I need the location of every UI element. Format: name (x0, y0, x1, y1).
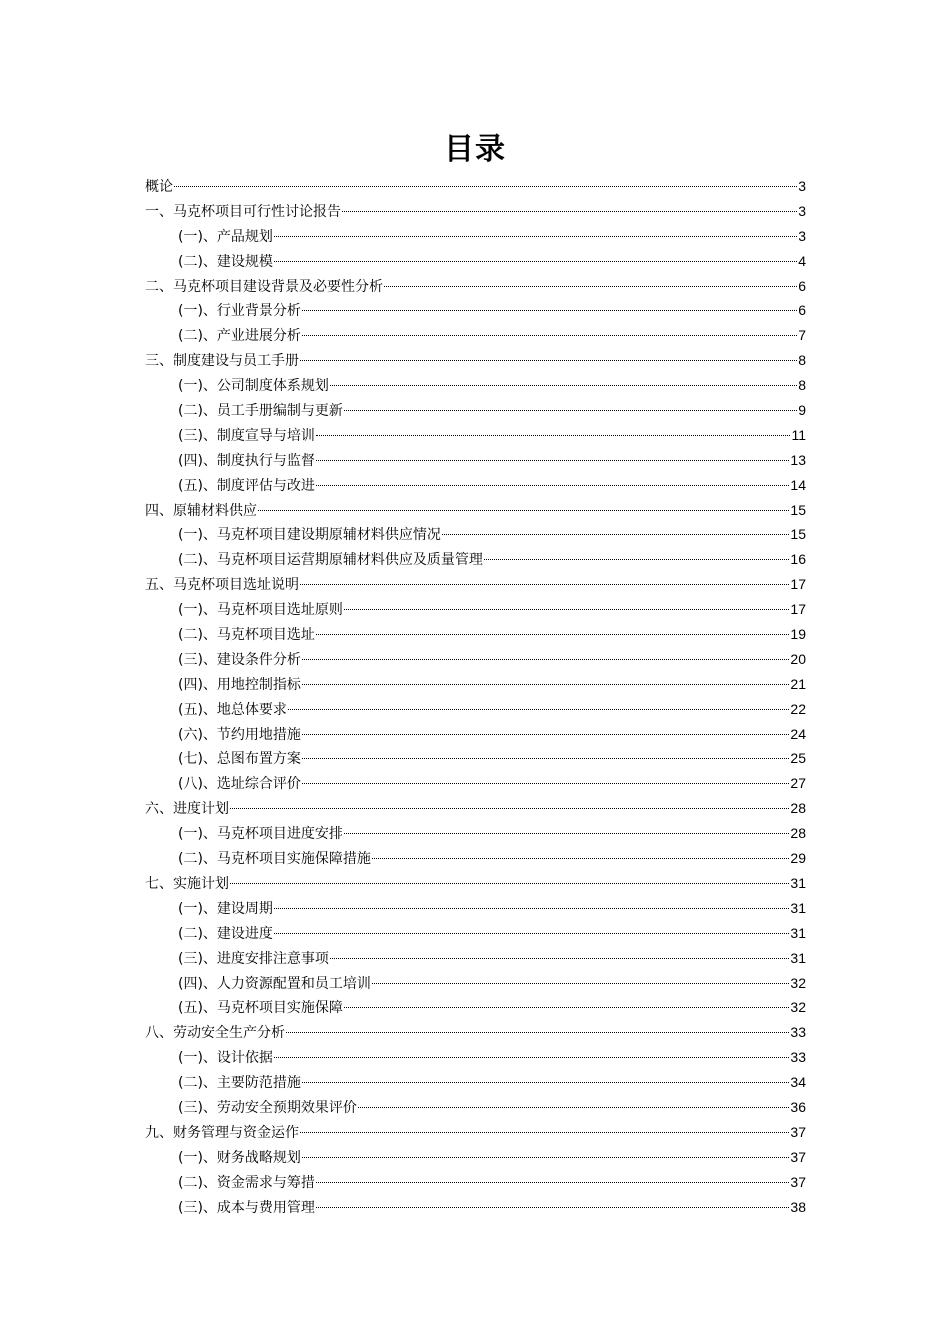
toc-entry-label: (五)、地总体要求 (178, 701, 287, 718)
toc-section-entry[interactable] (145, 672, 806, 697)
toc-dot-leader (274, 933, 789, 934)
toc-entry-page-number: 16 (790, 551, 806, 568)
toc-chapter-entry[interactable] (145, 871, 806, 896)
toc-section-entry[interactable] (145, 597, 806, 622)
toc-section-entry[interactable] (145, 1095, 806, 1120)
toc-dot-leader (300, 584, 789, 585)
toc-dot-leader (274, 1057, 789, 1058)
toc-entry-page-number: 17 (790, 576, 806, 593)
toc-entry-page-number: 34 (790, 1074, 806, 1091)
toc-section-entry[interactable] (145, 771, 806, 796)
toc-entry-label: (一)、建设周期 (178, 900, 273, 917)
toc-chapter-entry[interactable] (145, 572, 806, 597)
toc-chapter-entry[interactable] (145, 1020, 806, 1045)
toc-chapter-entry[interactable] (145, 199, 806, 224)
toc-section-entry[interactable] (145, 622, 806, 647)
toc-entry-label: (一)、产品规划 (178, 228, 273, 245)
toc-entry-page-number: 24 (790, 725, 806, 742)
toc-entry-label: 一、马克杯项目可行性讨论报告 (145, 203, 341, 220)
toc-entry-page-number: 20 (790, 650, 806, 667)
toc-entry-page-number: 15 (790, 526, 806, 543)
toc-entry-page-number: 36 (790, 1098, 806, 1115)
toc-dot-leader (316, 485, 789, 486)
toc-entry-page-number: 3 (798, 202, 806, 219)
toc-section-entry[interactable] (145, 1070, 806, 1095)
toc-entry-label: 五、马克杯项目选址说明 (145, 577, 299, 594)
toc-section-entry[interactable] (145, 921, 806, 946)
toc-entry-page-number: 21 (790, 675, 806, 692)
toc-entry-label: (二)、马克杯项目实施保障措施 (178, 851, 371, 868)
toc-entry-page-number: 3 (798, 227, 806, 244)
toc-section-entry[interactable] (145, 373, 806, 398)
toc-entry-page-number: 8 (798, 352, 806, 369)
toc-dot-leader (174, 186, 797, 187)
toc-entry-page-number: 31 (790, 874, 806, 891)
toc-section-entry[interactable] (145, 249, 806, 274)
toc-dot-leader (484, 559, 789, 560)
toc-dot-leader (316, 460, 789, 461)
toc-dot-leader (302, 783, 789, 784)
toc-dot-leader (300, 360, 797, 361)
toc-section-entry[interactable] (145, 1195, 806, 1220)
toc-dot-leader (286, 1032, 789, 1033)
toc-dot-leader (344, 410, 797, 411)
toc-entry-page-number: 31 (790, 924, 806, 941)
toc-section-entry[interactable] (145, 896, 806, 921)
toc-dot-leader (316, 634, 789, 635)
toc-section-entry[interactable] (145, 846, 806, 871)
toc-entry-page-number: 6 (798, 277, 806, 294)
toc-entry-label: 七、实施计划 (145, 875, 229, 892)
toc-dot-leader (258, 510, 789, 511)
toc-entry-label: (一)、马克杯项目进度安排 (178, 826, 343, 843)
toc-entry-label: 三、制度建设与员工手册 (145, 353, 299, 370)
toc-entry-label: (二)、资金需求与筹措 (178, 1174, 315, 1191)
toc-entry-page-number: 29 (790, 850, 806, 867)
toc-dot-leader (274, 236, 797, 237)
toc-entry-label: (二)、马克杯项目选址 (178, 627, 315, 644)
toc-dot-leader (302, 1082, 789, 1083)
toc-dot-leader (330, 958, 789, 959)
toc-entry-label: (三)、建设条件分析 (178, 651, 301, 668)
toc-entry-label: (三)、进度安排注意事项 (178, 950, 329, 967)
toc-dot-leader (344, 609, 789, 610)
toc-dot-leader (384, 286, 797, 287)
toc-entry-label: 二、马克杯项目建设背景及必要性分析 (145, 278, 383, 295)
toc-dot-leader (230, 808, 789, 809)
toc-entry-page-number: 28 (790, 825, 806, 842)
toc-entry-label: (三)、劳动安全预期效果评价 (178, 1099, 357, 1116)
toc-entry-page-number: 11 (791, 426, 806, 443)
toc-entry-label: (二)、建设进度 (178, 925, 273, 942)
toc-dot-leader (302, 659, 789, 660)
toc-entry-page-number: 6 (798, 302, 806, 319)
toc-section-entry[interactable] (145, 995, 806, 1020)
toc-entry-page-number: 3 (798, 178, 806, 194)
toc-section-entry[interactable] (145, 647, 806, 672)
toc-dot-leader (302, 310, 797, 311)
toc-entry-page-number: 31 (790, 949, 806, 966)
toc-section-entry[interactable] (145, 1170, 806, 1195)
toc-entry-label: (五)、马克杯项目实施保障 (178, 1000, 343, 1017)
toc-section-entry[interactable] (145, 423, 806, 448)
toc-entry-label: (二)、马克杯项目运营期原辅材料供应及质量管理 (178, 552, 483, 569)
toc-entry-page-number: 15 (790, 501, 806, 518)
toc-entry-label: (四)、用地控制指标 (178, 676, 301, 693)
toc-entry-label: (八)、选址综合评价 (178, 776, 301, 793)
toc-entry-page-number: 19 (790, 626, 806, 643)
toc-entry-label: (一)、财务战略规划 (178, 1149, 301, 1166)
toc-entry-page-number: 17 (790, 601, 806, 618)
toc-dot-leader (372, 858, 789, 859)
toc-chapter-entry[interactable] (145, 174, 806, 199)
toc-section-entry[interactable] (145, 323, 806, 348)
toc-chapter-entry[interactable] (145, 796, 806, 821)
toc-entry-label: (一)、马克杯项目建设期原辅材料供应情况 (178, 527, 441, 544)
toc-section-entry[interactable] (145, 821, 806, 846)
toc-entry-page-number: 28 (790, 800, 806, 817)
toc-entry-page-number: 38 (790, 1198, 806, 1215)
toc-entry-label: 概论 (145, 179, 173, 195)
toc-entry-page-number: 33 (790, 1024, 806, 1041)
toc-entry-label: (七)、总图布置方案 (178, 751, 301, 768)
toc-entry-page-number: 32 (790, 999, 806, 1016)
toc-section-entry[interactable] (145, 946, 806, 971)
toc-entry-page-number: 32 (790, 974, 806, 991)
toc-entry-label: 六、进度计划 (145, 801, 229, 818)
toc-entry-label: (三)、制度宣导与培训 (178, 427, 315, 444)
toc-entry-page-number: 33 (790, 1049, 806, 1066)
toc-dot-leader (358, 1107, 789, 1108)
toc-entry-label: (四)、人力资源配置和员工培训 (178, 975, 371, 992)
toc-section-entry[interactable] (145, 1045, 806, 1070)
toc-entry-label: (一)、马克杯项目选址原则 (178, 602, 343, 619)
toc-section-entry[interactable] (145, 746, 806, 771)
toc-section-entry[interactable] (145, 971, 806, 996)
toc-section-entry[interactable] (145, 448, 806, 473)
toc-chapter-entry[interactable] (145, 1120, 806, 1145)
toc-entry-label: 八、劳动安全生产分析 (145, 1025, 285, 1042)
toc-entry-page-number: 27 (790, 775, 806, 792)
toc-section-entry[interactable] (145, 224, 806, 249)
toc-entry-page-number: 8 (798, 377, 806, 394)
toc-section-entry[interactable] (145, 522, 806, 547)
toc-entry-page-number: 37 (790, 1148, 806, 1165)
toc-dot-leader (442, 534, 789, 535)
toc-dot-leader (302, 1157, 789, 1158)
toc-dot-leader (316, 1207, 789, 1208)
toc-dot-leader (344, 833, 789, 834)
toc-entry-page-number: 25 (790, 750, 806, 767)
toc-dot-leader (302, 684, 789, 685)
toc-dot-leader (344, 1007, 789, 1008)
toc-dot-leader (316, 435, 791, 436)
toc-dot-leader (274, 908, 789, 909)
toc-entry-label: (六)、节约用地措施 (178, 726, 301, 743)
toc-entry-page-number: 37 (790, 1123, 806, 1140)
toc-title: 目录 (444, 132, 506, 167)
toc-dot-leader (288, 709, 789, 710)
toc-list (145, 174, 806, 1219)
toc-entry-label: (二)、主要防范措施 (178, 1075, 301, 1092)
toc-dot-leader (316, 1182, 789, 1183)
toc-entry-label: (四)、制度执行与监督 (178, 452, 315, 469)
toc-section-entry[interactable] (145, 697, 806, 722)
toc-entry-label: 九、财务管理与资金运作 (145, 1124, 299, 1141)
toc-section-entry[interactable] (145, 298, 806, 323)
toc-entry-label: (二)、产业进展分析 (178, 328, 301, 345)
toc-chapter-entry[interactable] (145, 348, 806, 373)
toc-entry-label: (一)、设计依据 (178, 1050, 273, 1067)
toc-section-entry[interactable] (145, 1145, 806, 1170)
toc-entry-page-number: 37 (790, 1173, 806, 1190)
toc-entry-page-number: 7 (798, 327, 806, 344)
toc-section-entry[interactable] (145, 547, 806, 572)
toc-dot-leader (302, 758, 789, 759)
toc-dot-leader (302, 734, 789, 735)
toc-entry-label: (二)、员工手册编制与更新 (178, 403, 343, 420)
toc-dot-leader (330, 385, 797, 386)
toc-dot-leader (342, 211, 797, 212)
toc-entry-page-number: 4 (798, 252, 806, 269)
toc-dot-leader (300, 1132, 789, 1133)
toc-section-entry[interactable] (145, 473, 806, 498)
toc-section-entry[interactable] (145, 722, 806, 747)
toc-chapter-entry[interactable] (145, 498, 806, 523)
toc-chapter-entry[interactable] (145, 274, 806, 299)
toc-entry-page-number: 9 (798, 402, 806, 419)
toc-dot-leader (230, 883, 789, 884)
toc-entry-page-number: 13 (790, 451, 806, 468)
toc-entry-page-number: 22 (790, 700, 806, 717)
toc-section-entry[interactable] (145, 398, 806, 423)
toc-entry-label: (三)、成本与费用管理 (178, 1199, 315, 1216)
toc-entry-label: (一)、公司制度体系规划 (178, 378, 329, 395)
toc-entry-page-number: 14 (790, 476, 806, 493)
toc-dot-leader (302, 335, 797, 336)
toc-entry-label: (五)、制度评估与改进 (178, 477, 315, 494)
toc-entry-label: (二)、建设规模 (178, 253, 273, 270)
toc-entry-page-number: 31 (790, 899, 806, 916)
toc-entry-label: (一)、行业背景分析 (178, 303, 301, 320)
toc-dot-leader (372, 983, 789, 984)
toc-entry-label: 四、原辅材料供应 (145, 502, 257, 519)
toc-dot-leader (274, 261, 797, 262)
